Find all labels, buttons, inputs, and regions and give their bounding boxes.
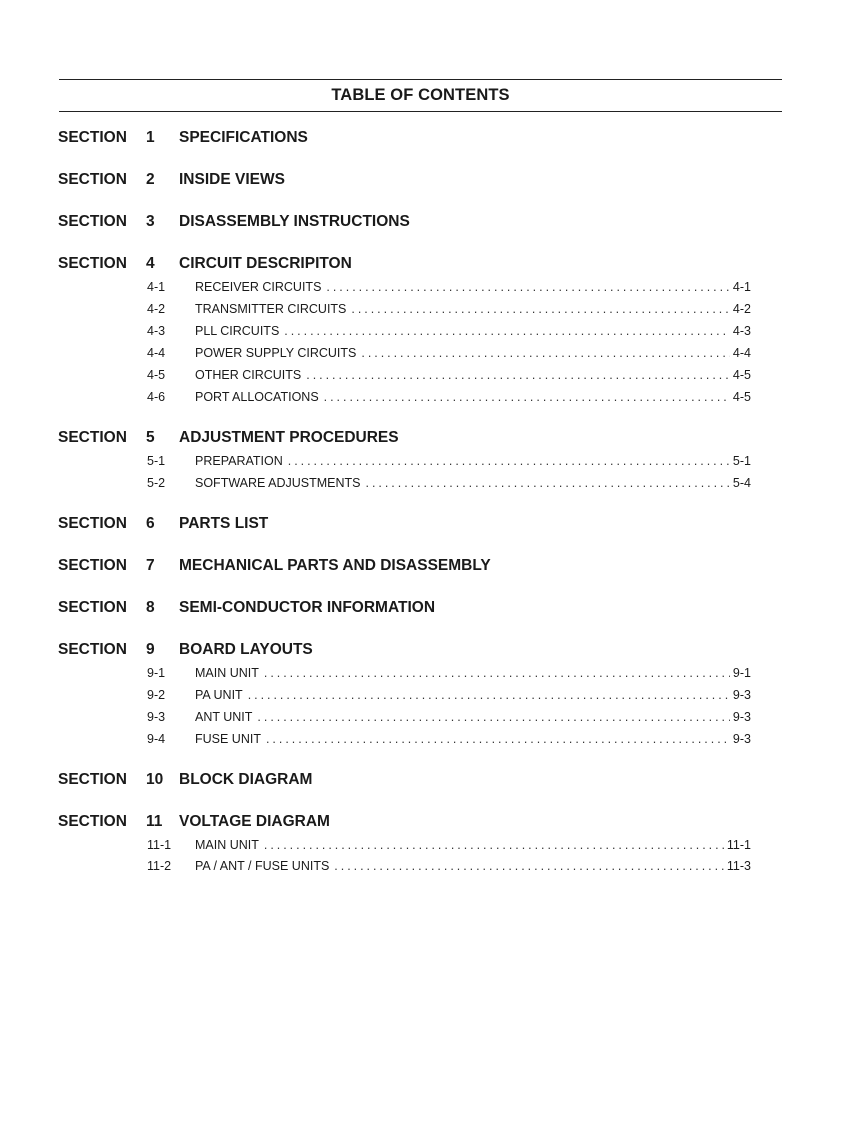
toc-entry[interactable] [147, 709, 751, 725]
entry-title: FUSE UNIT [195, 732, 261, 746]
entry-body [195, 837, 751, 853]
entry-page-number: 4-3 [732, 324, 751, 338]
entry-page-number: 4-1 [732, 280, 751, 294]
entry-number: 11-2 [147, 859, 172, 873]
section-label: SECTION [58, 771, 127, 788]
entry-body [195, 709, 751, 725]
entry-page-number: 9-3 [732, 688, 751, 702]
dot-leader [351, 301, 730, 317]
entry-page-number: 5-1 [732, 454, 751, 468]
section-title: BOARD LAYOUTS [179, 641, 313, 658]
entry-body [195, 389, 751, 405]
entry-title: PREPARATION [195, 454, 283, 468]
entry-title: MAIN UNIT [195, 666, 259, 680]
entry-number: 5-2 [147, 476, 166, 490]
entry-number: 11-1 [147, 838, 172, 852]
page-title: TABLE OF CONTENTS [331, 86, 510, 104]
entry-page-number: 9-3 [732, 710, 751, 724]
top-rule [59, 79, 782, 80]
entry-page-number: 4-5 [732, 368, 751, 382]
section-title: SPECIFICATIONS [179, 129, 308, 146]
section-title: SEMI-CONDUCTOR INFORMATION [179, 599, 436, 616]
section-title: PARTS LIST [179, 515, 269, 532]
entry-title: SOFTWARE ADJUSTMENTS [195, 476, 361, 490]
section-number: 5 [146, 429, 155, 446]
entry-body [195, 367, 751, 383]
entry-number: 4-3 [147, 324, 166, 338]
dot-leader [306, 367, 730, 383]
dot-leader [248, 687, 730, 703]
section-number: 9 [146, 641, 155, 658]
section-heading[interactable] [58, 557, 758, 579]
entry-page-number: 9-1 [732, 666, 751, 680]
entry-title: PA UNIT [195, 688, 243, 702]
section-number: 11 [146, 813, 163, 830]
section-number: 8 [146, 599, 155, 616]
section-heading[interactable] [58, 429, 758, 451]
section-label: SECTION [58, 213, 127, 230]
entry-number: 5-1 [147, 454, 166, 468]
dot-leader [366, 475, 730, 491]
section-title: CIRCUIT DESCRIPITON [179, 255, 352, 272]
toc-entry[interactable] [147, 367, 751, 383]
section-label: SECTION [58, 515, 127, 532]
entry-page-number: 11-3 [726, 859, 751, 873]
toc-entry[interactable] [147, 858, 751, 874]
section-label: SECTION [58, 557, 127, 574]
dot-leader [334, 858, 724, 874]
section-heading[interactable] [58, 599, 758, 621]
section-title: BLOCK DIAGRAM [179, 771, 313, 788]
entry-number: 4-4 [147, 346, 166, 360]
entry-body [195, 301, 751, 317]
toc-entry[interactable] [147, 665, 751, 681]
toc-entry[interactable] [147, 345, 751, 361]
dot-leader [264, 837, 724, 853]
toc-entry[interactable] [147, 279, 751, 295]
section-title: MECHANICAL PARTS AND DISASSEMBLY [179, 557, 491, 574]
entry-title: TRANSMITTER CIRCUITS [195, 302, 347, 316]
section-number: 4 [146, 255, 155, 272]
entry-number: 4-5 [147, 368, 166, 382]
section-label: SECTION [58, 429, 127, 446]
dot-leader [326, 279, 730, 295]
section-label: SECTION [58, 171, 127, 188]
entry-title: OTHER CIRCUITS [195, 368, 302, 382]
section-heading[interactable] [58, 255, 758, 277]
entry-body [195, 687, 751, 703]
dot-leader [324, 389, 730, 405]
dot-leader [257, 709, 730, 725]
section-title: DISASSEMBLY INSTRUCTIONS [179, 213, 410, 230]
section-label: SECTION [58, 599, 127, 616]
entry-page-number: 4-2 [732, 302, 751, 316]
dot-leader [266, 731, 730, 747]
section-heading[interactable] [58, 515, 758, 537]
entry-page-number: 11-1 [726, 838, 751, 852]
entry-title: PORT ALLOCATIONS [195, 390, 319, 404]
entry-number: 9-3 [147, 710, 166, 724]
entry-body [195, 475, 751, 491]
section-label: SECTION [58, 813, 127, 830]
section-label: SECTION [58, 641, 127, 658]
entry-page-number: 5-4 [732, 476, 751, 490]
entry-title: PA / ANT / FUSE UNITS [195, 859, 330, 873]
entry-number: 9-1 [147, 666, 166, 680]
entry-title: MAIN UNIT [195, 838, 259, 852]
section-number: 1 [146, 129, 155, 146]
entry-number: 4-1 [147, 280, 166, 294]
entry-body [195, 731, 751, 747]
toc-entry[interactable] [147, 389, 751, 405]
section-heading[interactable] [58, 213, 758, 235]
section-label: SECTION [58, 129, 127, 146]
entry-number: 4-2 [147, 302, 166, 316]
entry-body [195, 453, 751, 469]
dot-leader [361, 345, 730, 361]
toc-entry[interactable] [147, 687, 751, 703]
section-heading[interactable] [58, 771, 758, 793]
section-title: ADJUSTMENT PROCEDURES [179, 429, 399, 446]
entry-body [195, 665, 751, 681]
section-number: 3 [146, 213, 155, 230]
section-title: INSIDE VIEWS [179, 171, 285, 188]
section-title: VOLTAGE DIAGRAM [179, 813, 330, 830]
section-number: 6 [146, 515, 155, 532]
toc-entry[interactable] [147, 453, 751, 469]
entry-body [195, 858, 751, 874]
entry-body [195, 279, 751, 295]
section-heading[interactable] [58, 171, 758, 193]
dot-leader [264, 665, 730, 681]
entry-page-number: 4-5 [732, 390, 751, 404]
section-heading[interactable] [58, 813, 758, 835]
entry-page-number: 9-3 [732, 732, 751, 746]
toc-entry[interactable] [147, 301, 751, 317]
dot-leader [284, 323, 730, 339]
entry-number: 9-2 [147, 688, 166, 702]
section-heading[interactable] [58, 129, 758, 151]
section-number: 2 [146, 171, 155, 188]
entry-title: ANT UNIT [195, 710, 253, 724]
toc-entry[interactable] [147, 475, 751, 491]
dot-leader [288, 453, 730, 469]
entry-page-number: 4-4 [732, 346, 751, 360]
entry-number: 4-6 [147, 390, 166, 404]
section-number: 10 [146, 771, 164, 788]
toc-entry[interactable] [147, 731, 751, 747]
title-underline-rule [59, 111, 782, 112]
entry-body [195, 323, 751, 339]
toc-entry[interactable] [147, 837, 751, 853]
section-heading[interactable] [58, 641, 758, 663]
entry-number: 9-4 [147, 732, 166, 746]
section-number: 7 [146, 557, 155, 574]
toc-entry[interactable] [147, 323, 751, 339]
section-label: SECTION [58, 255, 127, 272]
entry-title: POWER SUPPLY CIRCUITS [195, 346, 357, 360]
entry-title: PLL CIRCUITS [195, 324, 280, 338]
entry-title: RECEIVER CIRCUITS [195, 280, 322, 294]
entry-body [195, 345, 751, 361]
